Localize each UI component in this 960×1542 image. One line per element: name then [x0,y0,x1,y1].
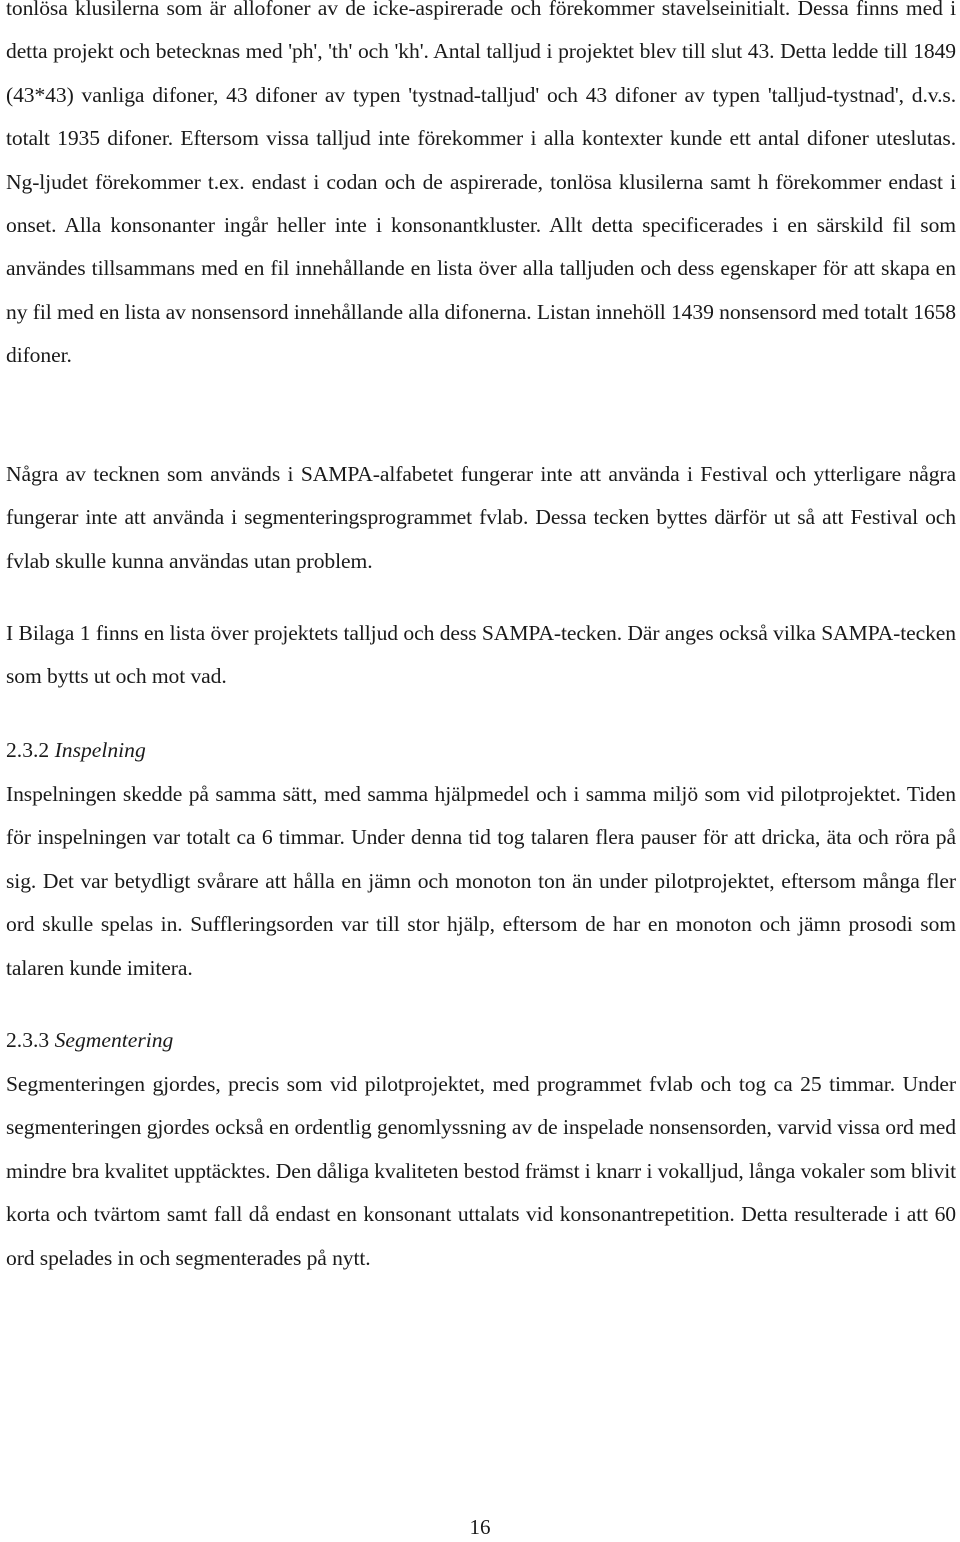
paragraph-segmentation: Segmenteringen gjordes, precis som vid pilotprojektet, med programmet fvlab och tog ca 25 timmar. Under segmenteringen gjordes också en ordentlig genomlyssning av de inspelade nonsensorden, varvid vissa ord med mindre bra kvalitet upptäcktes. Den dåliga kvaliteten bestod främst i knarr i vokalljud, långa vokaler som blivit korta och tvärtom samt fall då endast en konsonant uttalats vid konsonantrepetition. Detta resulterade i att 60 ord spelades in och segmenterades på nytt. [6,1072,956,1270]
paragraph-sampa-characters: Några av tecknen som används i SAMPA-alfabetet fungerar inte att använda i Festival och ytterligare några fungerar inte att använda i segmenteringsprogrammet fvlab. Dessa tecken byttes därför ut så att Festival och fvlab skulle kunna användas utan problem. [6,462,956,573]
page-number: 16 [469,1515,491,1539]
section-heading-inspelning [6,729,146,772]
section-number: 2.3.3 [6,1028,50,1052]
paragraph-recording: Inspelningen skedde på samma sätt, med samma hjälpmedel och i samma miljö som vid pilotprojektet. Tiden för inspelningen var totalt ca 6 timmar. Under denna tid tog talaren flera pauser för att dricka, äta och röra på sig. Det var betydligt svårare att hålla en jämn och monoton ton än under pilotprojektet, eftersom många fler ord skulle spelas in. Suffleringsorden var till stor hjälp, eftersom de har en monoton och jämn prosodi som talaren kunde imitera. [6,782,956,980]
section-title: Inspelning [54,738,146,762]
paragraph-appendix-reference: I Bilaga 1 finns en lista över projektets talljud och dess SAMPA-tecken. Där anges också vilka SAMPA-tecken som bytts ut och mot vad. [6,621,956,689]
section-title: Segmentering [54,1028,174,1052]
paragraph-diphone-count: tonlösa klusilerna som är allofoner av de icke-aspirerade och förekommer stavelseinitialt. Dessa finns med i detta projekt och betecknas med 'ph', 'th' och 'kh'. Antal talljud i projektet blev till slut 43. Detta ledde till 1849 (43*43) vanliga difoner, 43 difoner av typen 'tystnad-talljud' och 43 difoner av typen 'talljud-tystnad', d.v.s. totalt 1935 difoner. Eftersom vissa talljud inte förekommer i alla kontexter kunde ett antal difoner uteslutas. Ng-ljudet förekommer t.ex. endast i codan och de aspirerade, tonlösa klusilerna samt h förekommer endast i onset. Alla konsonanter ingår heller inte i konsonantkluster. Allt detta specificerades i en särskild fil som användes tillsammans med en fil innehållande en lista över alla talljuden och dess egenskaper för att skapa en ny fil med en lista av nonsensord innehållande alla difonerna. Listan innehöll 1439 nonsensord med totalt 1658 difoner. [6,0,956,368]
section-number: 2.3.2 [6,738,50,762]
section-heading-segmentering [6,1019,173,1062]
